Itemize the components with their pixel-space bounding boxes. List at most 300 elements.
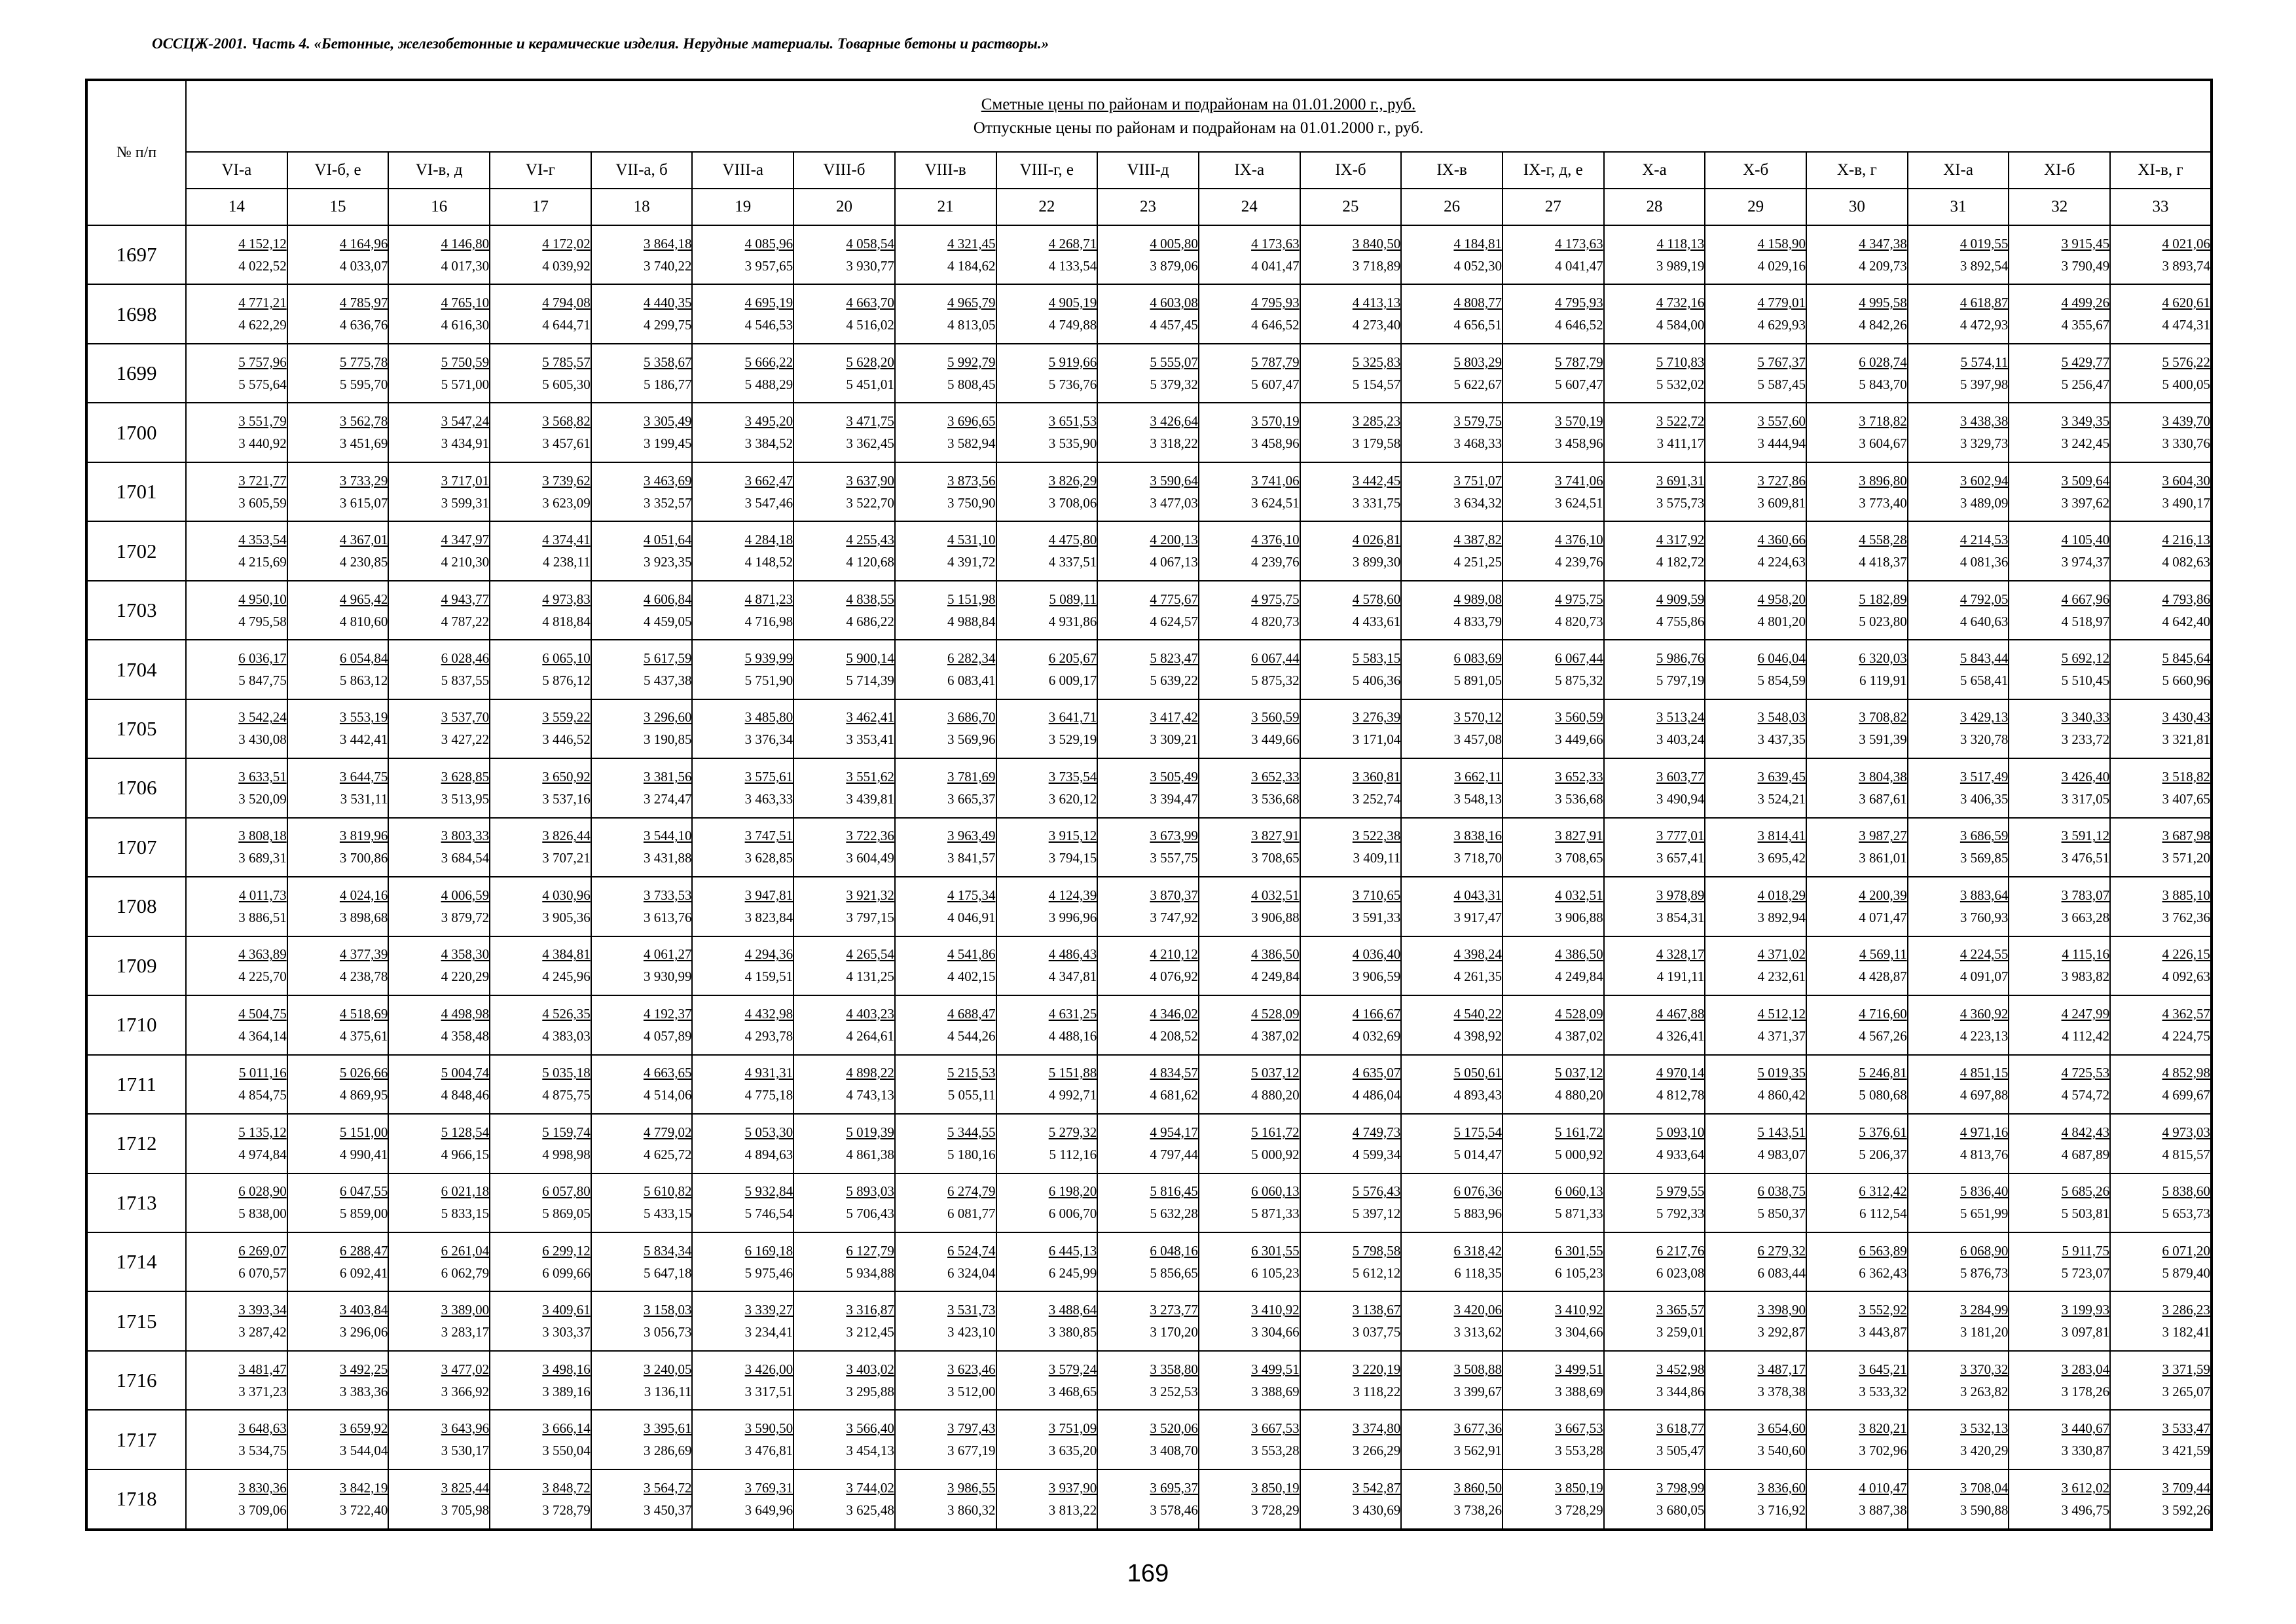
estimated-price: 5 843,44 [1959,650,2009,667]
estimated-price: 3 513,24 [1656,709,1705,726]
estimated-price: 4 043,31 [1453,887,1502,903]
release-price: 3 330,76 [2162,435,2210,452]
release-price: 3 604,49 [846,850,894,866]
release-price: 5 379,32 [1150,376,1198,392]
price-cell [1401,1410,1503,1469]
table-row [86,640,2212,699]
release-price: 3 477,03 [1150,494,1198,511]
release-price: 3 534,75 [238,1443,287,1459]
release-price: 3 457,61 [542,435,591,452]
estimated-price: 4 384,81 [542,946,591,963]
document-header: ОССЦЖ-2001. Часть 4. «Бетонные, железобетонные и керамические изделия. Нерудные материалы. Товарные бетоны и растворы.» [152,35,1049,52]
estimated-price: 4 834,57 [1150,1065,1198,1081]
release-price: 4 472,93 [1959,317,2009,333]
estimated-price: 3 915,45 [2061,235,2110,251]
release-price: 4 371,37 [1757,1027,1806,1044]
estimated-price: 3 442,45 [1352,472,1401,489]
price-cell [793,1232,895,1291]
price-cell [1806,462,1908,521]
estimated-price: 6 288,47 [339,1242,388,1259]
price-cell [287,462,389,521]
release-price: 6 083,44 [1757,1264,1806,1281]
estimated-price: 3 769,31 [744,1479,793,1496]
column-number: 22 [996,189,1098,225]
estimated-price: 3 873,56 [947,472,996,489]
release-price: 3 917,47 [1453,909,1502,925]
price-cell [2009,1173,2110,1232]
estimated-price: 4 255,43 [846,532,894,548]
release-price: 3 411,17 [1656,435,1705,452]
estimated-price: 3 827,91 [1251,828,1300,844]
estimated-price: 5 035,18 [542,1065,591,1081]
estimated-price: 3 744,02 [846,1479,894,1496]
release-price: 4 273,40 [1352,317,1401,333]
estimated-price: 6 198,20 [1048,1183,1097,1200]
price-cell [1097,995,1199,1054]
release-price: 4 249,84 [1555,969,1603,985]
release-price: 6 070,57 [238,1264,287,1281]
estimated-price: 3 978,89 [1656,887,1705,903]
release-price: 4 686,22 [846,613,894,629]
price-cell [895,1055,996,1114]
release-price: 4 210,30 [441,554,490,570]
price-cell [1604,581,1705,640]
estimated-price: 4 943,77 [441,591,490,607]
row-number: 1707 [86,818,186,877]
column-number: 26 [1401,189,1503,225]
price-cell [186,877,287,936]
release-price: 3 212,45 [846,1324,894,1340]
price-cell [1097,284,1199,343]
estimated-price: 3 551,62 [846,768,894,784]
estimated-price: 3 639,45 [1757,768,1806,784]
price-cell [2110,1055,2212,1114]
estimated-price: 3 708,04 [1959,1479,2009,1496]
release-price: 3 520,09 [238,790,287,807]
row-number: 1710 [86,995,186,1054]
estimated-price: 3 710,65 [1352,887,1401,903]
release-price: 5 746,54 [744,1206,793,1222]
price-cell [1604,521,1705,580]
release-price: 4 880,20 [1555,1087,1603,1103]
price-cell [490,1469,591,1530]
price-cell [1199,462,1300,521]
release-price: 4 041,47 [1555,257,1603,274]
estimated-price: 3 462,41 [846,709,894,726]
title-estimated-prices: Сметные цены по районам и подрайонам на 01.01.2000 г., руб. [981,95,1416,113]
estimated-price: 4 051,64 [643,532,692,548]
estimated-price: 5 692,12 [2061,650,2110,667]
estimated-price: 3 498,16 [542,1361,591,1377]
estimated-price: 3 440,67 [2061,1420,2110,1437]
release-price: 4 992,71 [1048,1087,1097,1103]
estimated-price: 4 360,66 [1757,532,1806,548]
price-cell [490,225,591,284]
price-cell [1199,1055,1300,1114]
price-cell [895,1114,996,1173]
release-price: 3 331,75 [1352,494,1401,511]
estimated-price: 4 386,50 [1251,946,1300,963]
release-price: 3 190,85 [643,731,692,748]
release-price: 3 623,09 [542,494,591,511]
release-price: 3 957,65 [744,257,793,274]
estimated-price: 6 261,04 [441,1242,490,1259]
estimated-price: 5 787,79 [1555,354,1603,370]
estimated-price: 3 438,38 [1959,413,2009,430]
table-row [86,403,2212,462]
price-cell [793,640,895,699]
price-cell [2009,699,2110,758]
district-header: X-а [1604,152,1705,189]
estimated-price: 3 544,10 [643,828,692,844]
column-number: 33 [2110,189,2212,225]
estimated-price: 5 376,61 [1859,1124,1907,1140]
district-header: IX-а [1199,152,1300,189]
price-cell [2110,877,2212,936]
estimated-price: 3 781,69 [947,768,996,784]
release-price: 5 736,76 [1048,376,1097,392]
release-price: 4 391,72 [947,554,996,570]
release-price: 4 842,26 [1859,317,1907,333]
price-cell [1097,1232,1199,1291]
price-cell [1705,699,1806,758]
price-cell [1097,1114,1199,1173]
estimated-price: 3 777,01 [1656,828,1705,844]
estimated-price: 5 053,30 [744,1124,793,1140]
estimated-price: 4 224,55 [1959,946,2009,963]
release-price: 4 261,35 [1453,969,1502,985]
release-price: 5 808,45 [947,376,996,392]
estimated-price: 4 793,86 [2162,591,2210,607]
release-price: 3 330,87 [2061,1443,2110,1459]
estimated-price: 4 085,96 [744,235,793,251]
price-cell [2110,818,2212,877]
price-cell [1503,403,1604,462]
estimated-price: 4 432,98 [744,1005,793,1022]
price-cell [1806,1351,1908,1410]
estimated-price: 5 845,64 [2162,650,2210,667]
release-price: 3 056,73 [643,1324,692,1340]
estimated-price: 4 284,18 [744,532,793,548]
release-price: 3 930,77 [846,257,894,274]
release-price: 5 871,33 [1251,1206,1300,1222]
estimated-price: 4 688,47 [947,1005,996,1022]
release-price: 5 863,12 [339,673,388,689]
table-row [86,936,2212,995]
district-header: VIII-б [793,152,895,189]
price-cell [1604,877,1705,936]
estimated-price: 4 175,34 [947,887,996,903]
price-cell [1806,936,1908,995]
release-price: 3 179,58 [1352,435,1401,452]
price-cell [2110,284,2212,343]
district-header: VII-а, б [591,152,693,189]
estimated-price: 4 164,96 [339,235,388,251]
release-price: 6 092,41 [339,1264,388,1281]
price-cell [692,1232,793,1291]
price-cell [2110,225,2212,284]
estimated-price: 4 018,29 [1757,887,1806,903]
estimated-price: 3 339,27 [744,1302,793,1318]
release-price: 3 427,22 [441,731,490,748]
price-cell [1401,1291,1503,1350]
estimated-price: 4 377,39 [339,946,388,963]
release-price: 3 854,31 [1656,909,1705,925]
estimated-price: 5 358,67 [643,354,692,370]
estimated-price: 3 570,12 [1453,709,1502,726]
release-price: 3 665,37 [947,790,996,807]
estimated-price: 4 569,11 [1859,946,1907,963]
district-header: VI-г [490,152,591,189]
estimated-price: 3 409,61 [542,1302,591,1318]
release-price: 3 684,54 [441,850,490,866]
release-price: 3 409,11 [1353,850,1401,866]
price-cell [1908,1291,2009,1350]
price-cell [591,936,693,995]
release-price: 3 708,06 [1048,494,1097,511]
release-price: 5 658,41 [1959,673,2009,689]
estimated-price: 5 143,51 [1757,1124,1806,1140]
release-price: 5 792,33 [1656,1206,1705,1222]
estimated-price: 6 071,20 [2162,1242,2210,1259]
estimated-price: 3 429,13 [1959,709,2009,726]
row-number: 1709 [86,936,186,995]
estimated-price: 3 553,19 [339,709,388,726]
release-price: 3 663,28 [2061,909,2110,925]
estimated-price: 3 721,77 [238,472,287,489]
release-price: 4 225,70 [238,969,287,985]
release-price: 3 394,47 [1150,790,1198,807]
release-price: 3 496,75 [2061,1502,2110,1518]
price-cell [490,1055,591,1114]
estimated-price: 6 065,10 [542,650,591,667]
price-cell [996,995,1098,1054]
price-cell [996,521,1098,580]
estimated-price: 3 885,10 [2162,887,2210,903]
estimated-price: 4 036,40 [1352,946,1401,963]
release-price: 3 309,21 [1150,731,1198,748]
release-price: 4 182,72 [1656,554,1705,570]
release-price: 6 099,66 [542,1264,591,1281]
price-cell [1604,699,1705,758]
price-cell [490,1114,591,1173]
estimated-price: 4 032,51 [1251,887,1300,903]
release-price: 4 636,76 [339,317,388,333]
estimated-price: 3 285,23 [1352,413,1401,430]
release-price: 5 660,96 [2162,673,2210,689]
release-price: 4 860,42 [1757,1087,1806,1103]
estimated-price: 3 808,18 [238,828,287,844]
estimated-price: 3 410,92 [1555,1302,1603,1318]
release-price: 3 553,28 [1555,1443,1603,1459]
price-cell [1097,640,1199,699]
estimated-price: 3 284,99 [1959,1302,2009,1318]
release-price: 3 524,21 [1757,790,1806,807]
price-cell [591,640,693,699]
estimated-price: 3 570,19 [1251,413,1300,430]
price-cell [287,1055,389,1114]
release-price: 4 625,72 [643,1146,692,1162]
price-cell [1503,1173,1604,1232]
price-cell [996,818,1098,877]
estimated-price: 3 963,49 [947,828,996,844]
price-cell [2110,1469,2212,1530]
estimated-price: 3 537,70 [441,709,490,726]
price-cell [1806,521,1908,580]
release-price: 4 383,03 [542,1027,591,1044]
release-price: 3 893,74 [2162,257,2210,274]
release-price: 3 709,06 [238,1502,287,1518]
price-cell [591,1173,693,1232]
estimated-price: 3 559,22 [542,709,591,726]
price-cell [1300,995,1402,1054]
estimated-price: 3 439,70 [2162,413,2210,430]
release-price: 3 537,16 [542,790,591,807]
release-price: 4 642,40 [2162,613,2210,629]
estimated-price: 3 686,70 [947,709,996,726]
price-cell [692,758,793,817]
estimated-price: 6 048,16 [1150,1242,1198,1259]
estimated-price: 6 046,04 [1757,650,1806,667]
estimated-price: 3 590,50 [744,1420,793,1437]
release-price: 3 242,45 [2061,435,2110,452]
row-number: 1716 [86,1351,186,1410]
price-cell [1300,1351,1402,1410]
price-cell [793,758,895,817]
release-price: 4 337,51 [1048,554,1097,570]
release-price: 3 578,46 [1150,1502,1198,1518]
estimated-price: 3 562,78 [339,413,388,430]
district-header: IX-в [1401,152,1503,189]
estimated-price: 4 152,12 [238,235,287,251]
release-price: 4 640,63 [1959,613,2009,629]
price-cell [1401,1114,1503,1173]
release-price: 5 647,18 [643,1264,692,1281]
release-price: 4 787,22 [441,613,490,629]
price-cell [692,995,793,1054]
release-price: 3 097,81 [2061,1324,2110,1340]
estimated-price: 3 410,92 [1251,1302,1300,1318]
release-price: 3 199,45 [643,435,692,452]
estimated-price: 3 883,64 [1959,887,2009,903]
estimated-price: 5 151,88 [1048,1065,1097,1081]
release-price: 6 324,04 [947,1264,996,1281]
release-price: 4 743,13 [846,1087,894,1103]
release-price: 3 707,21 [542,850,591,866]
estimated-price: 3 568,82 [542,413,591,430]
estimated-price: 3 870,37 [1150,887,1198,903]
estimated-price: 5 576,22 [2162,354,2210,370]
release-price: 5 154,57 [1352,376,1401,392]
price-cell [692,1351,793,1410]
estimated-price: 4 200,39 [1859,887,1907,903]
release-price: 3 263,82 [1959,1383,2009,1399]
release-price: 5 632,28 [1150,1206,1198,1222]
price-cell [793,1291,895,1350]
release-price: 3 320,78 [1959,731,2009,748]
estimated-price: 4 376,10 [1251,532,1300,548]
release-price: 6 009,17 [1048,673,1097,689]
price-cell [388,521,490,580]
estimated-price: 4 725,53 [2061,1065,2110,1081]
estimated-price: 6 076,36 [1453,1183,1502,1200]
release-price: 3 547,46 [744,494,793,511]
price-cell [1199,225,1300,284]
price-cell [692,344,793,403]
price-cell [793,1469,895,1530]
estimated-price: 4 603,08 [1150,295,1198,311]
price-cell [793,462,895,521]
title-release-prices: Отпускные цены по районам и подрайонам на 01.01.2000 г., руб. [973,119,1424,137]
price-cell [1503,521,1604,580]
column-number: 31 [1908,189,2009,225]
price-cell [1199,818,1300,877]
release-price: 5 503,81 [2061,1206,2110,1222]
release-price: 3 906,59 [1352,969,1401,985]
price-cell [490,581,591,640]
release-price: 3 403,24 [1656,731,1705,748]
row-number: 1715 [86,1291,186,1350]
price-cell [1604,403,1705,462]
release-price: 3 562,91 [1453,1443,1502,1459]
price-cell [2110,344,2212,403]
release-price: 6 023,08 [1656,1264,1705,1281]
release-price: 3 530,17 [441,1443,490,1459]
release-price: 3 451,69 [339,435,388,452]
estimated-price: 6 563,89 [1859,1242,1907,1259]
release-price: 3 773,40 [1859,494,1907,511]
release-price: 3 728,29 [1555,1502,1603,1518]
price-cell [1300,462,1402,521]
price-cell [1097,936,1199,995]
estimated-price: 3 520,06 [1150,1420,1198,1437]
price-cell [1503,640,1604,699]
release-price: 4 159,51 [744,969,793,985]
estimated-price: 4 413,13 [1352,295,1401,311]
release-price: 6 362,43 [1859,1264,1907,1281]
estimated-price: 5 161,72 [1251,1124,1300,1140]
release-price: 3 476,51 [2061,850,2110,866]
estimated-price: 3 709,44 [2162,1479,2210,1496]
estimated-price: 5 279,32 [1048,1124,1097,1140]
estimated-price: 3 579,75 [1453,413,1502,430]
price-cell [1908,818,2009,877]
release-price: 3 605,59 [238,494,287,511]
price-cell [490,1351,591,1410]
release-price: 3 442,41 [339,731,388,748]
release-price: 5 854,59 [1757,673,1806,689]
release-price: 3 292,87 [1757,1324,1806,1340]
release-price: 4 039,92 [542,257,591,274]
price-cell [1401,995,1503,1054]
estimated-price: 5 628,20 [846,354,894,370]
price-cell [1401,581,1503,640]
release-price: 3 906,88 [1555,909,1603,925]
price-cell [1503,818,1604,877]
price-cell [1908,1055,2009,1114]
release-price: 3 892,94 [1757,909,1806,925]
release-price: 3 879,06 [1150,257,1198,274]
release-price: 5 571,00 [441,376,490,392]
table-row [86,1351,2212,1410]
price-cell [692,581,793,640]
release-price: 4 264,61 [846,1027,894,1044]
table-body [86,225,2212,1530]
estimated-price: 3 814,41 [1757,828,1806,844]
release-price: 3 437,35 [1757,731,1806,748]
estimated-price: 3 820,21 [1859,1420,1907,1437]
estimated-price: 4 265,54 [846,946,894,963]
